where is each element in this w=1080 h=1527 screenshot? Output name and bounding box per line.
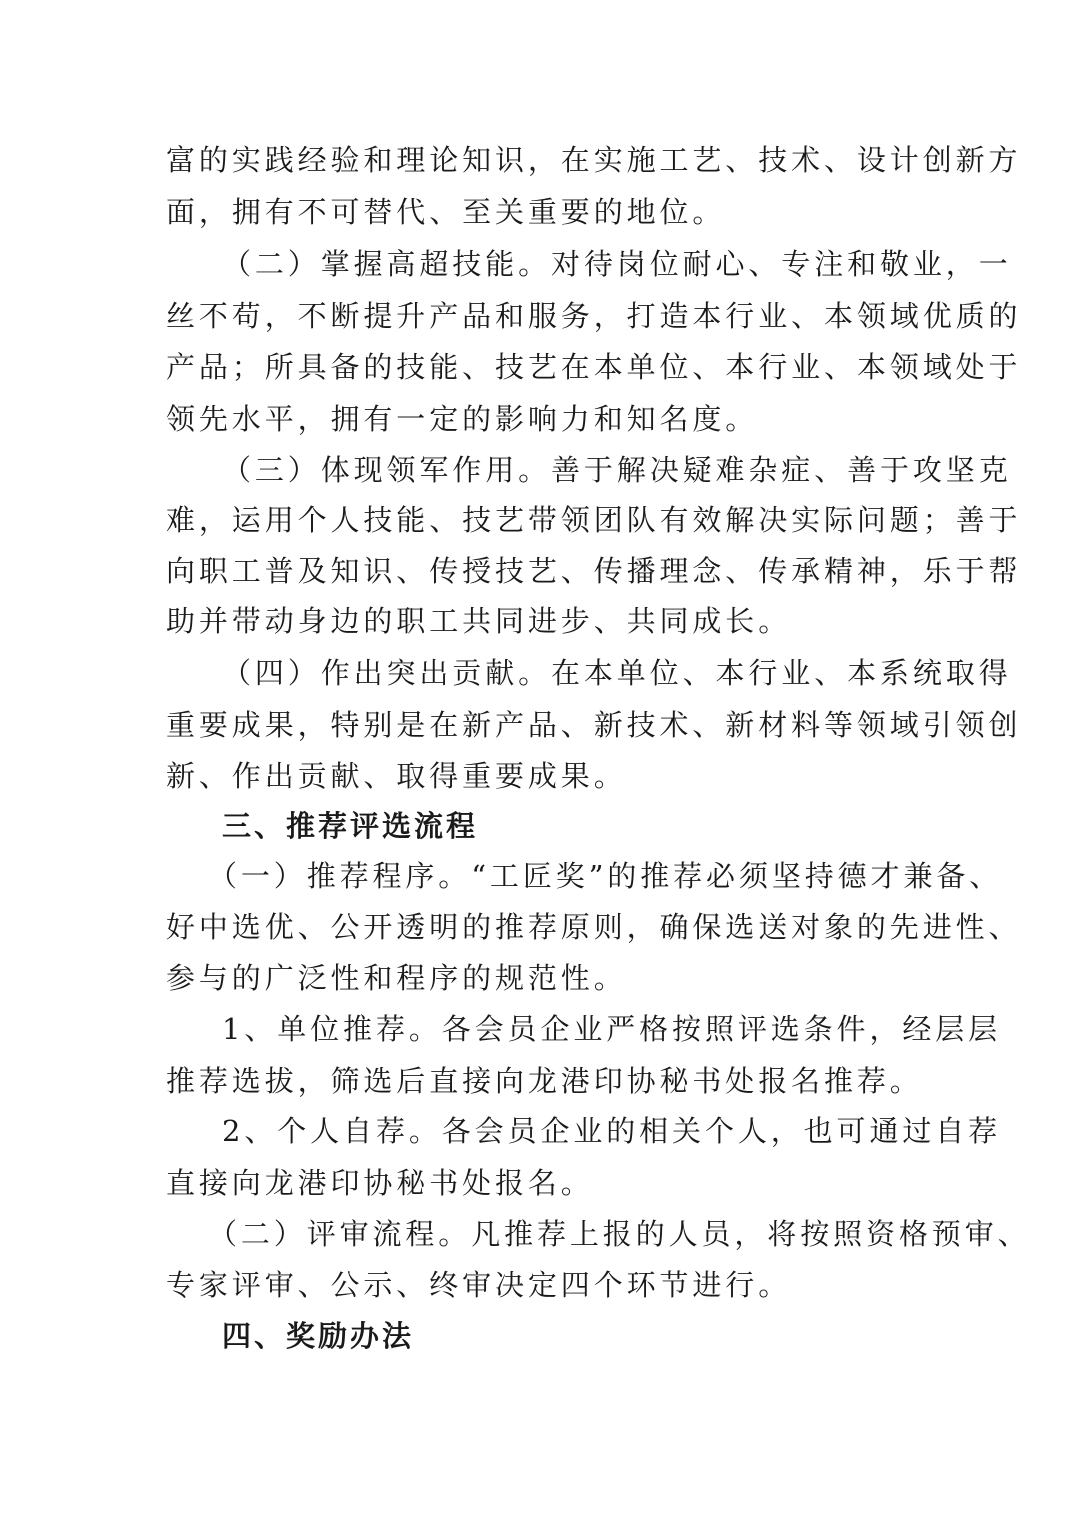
body-line: 产品；所具备的技能、技艺在本单位、本行业、本领域处于 (166, 350, 1022, 384)
paragraph-start-line: （二）掌握高超技能。对待岗位耐心、专注和敬业，一 (222, 247, 1012, 281)
body-line: 丝不苟，不断提升产品和服务，打造本行业、本领域优质的 (166, 299, 1022, 333)
body-line: 直接向龙港印协秘书处报名。 (166, 1166, 594, 1200)
paragraph-start-line: （二）评审流程。凡推荐上报的人员，将按照资格预审、 (208, 1217, 1031, 1251)
body-line: 领先水平，拥有一定的影响力和知名度。 (166, 402, 759, 436)
section-heading: 四、奖励办法 (222, 1319, 415, 1353)
body-line: 推荐选拔，筛选后直接向龙港印协秘书处报名推荐。 (166, 1064, 923, 1098)
body-line: 重要成果，特别是在新产品、新技术、新材料等领域引领创 (166, 708, 1022, 742)
body-line: 助并带动身边的职工共同进步、共同成长。 (166, 604, 792, 638)
paragraph-start-line: （四）作出突出贡献。在本单位、本行业、本系统取得 (222, 656, 1012, 690)
body-line: 好中选优、公开透明的推荐原则，确保选送对象的先进性、 (166, 910, 1022, 944)
body-line: 难，运用个人技能、技艺带领团队有效解决实际问题；善于 (166, 503, 1022, 537)
body-line: 参与的广泛性和程序的规范性。 (166, 961, 627, 995)
body-line: 专家评审、公示、终审决定四个环节进行。 (166, 1268, 792, 1302)
body-line: 向职工普及知识、传授技艺、传播理念、传承精神，乐于帮 (166, 554, 1022, 588)
paragraph-start-line: 2、个人自荐。各会员企业的相关个人，也可通过自荐 (222, 1114, 1002, 1148)
body-line: 富的实践经验和理论知识，在实施工艺、技术、设计创新方 (166, 143, 1022, 177)
paragraph-start-line: （三）体现领军作用。善于解决疑难杂症、善于攻坚克 (222, 453, 1012, 487)
paragraph-start-line: 1、单位推荐。各会员企业严格按照评选条件，经层层 (222, 1012, 1002, 1046)
section-heading: 三、推荐评选流程 (222, 809, 479, 843)
body-line: 新、作出贡献、取得重要成果。 (166, 759, 627, 793)
paragraph-start-line: （一）推荐程序。“工匠奖”的推荐必须坚持德才兼备、 (208, 859, 1003, 893)
body-line: 面，拥有不可替代、至关重要的地位。 (166, 195, 726, 229)
